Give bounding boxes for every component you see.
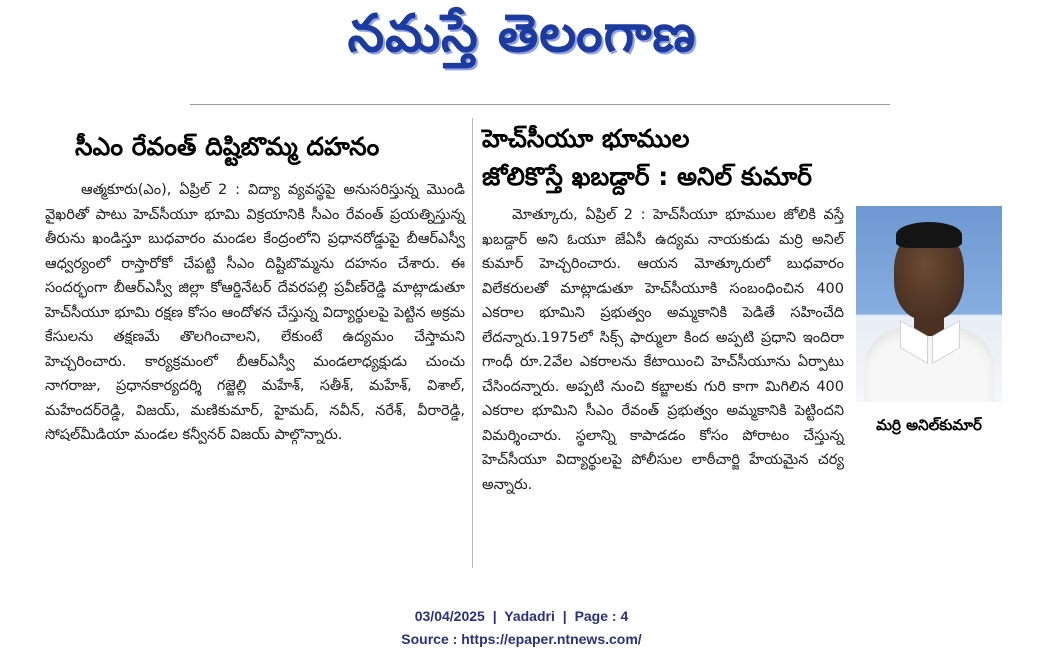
footer-separator: | bbox=[562, 608, 567, 624]
footer-page: Page : 4 bbox=[574, 608, 629, 624]
footer-source[interactable]: Source : https://epaper.ntnews.com/ bbox=[401, 631, 642, 647]
right-article-headline-line2: జోలికొస్తే ఖబడ్దార్ : అనిల్ కుమార్ bbox=[482, 162, 812, 191]
footer-date: 03/04/2025 bbox=[414, 608, 485, 624]
masthead-logo: నమస్తే తెలంగాణ bbox=[347, 3, 697, 64]
right-article-content bbox=[482, 203, 1002, 497]
footer-edition: Yadadri bbox=[504, 608, 555, 624]
right-article-body: మోత్కూరు, ఏప్రిల్ 2 : హెచ్‌సీయూ భూముల జోలికి వస్తే ఖబడ్దార్ అని ఓయూ జేఏసీ ఉద్యమ నాయకుడు మర్రి అనిల్ కుమార్ హెచ్చరించారు. ఆయన మోత్కూరులో బుధవారం విలేకరులతో మాట్లాడుతూ హెచ్‌సీయూకి సంబంధించిన 400 ఎకరాల భూమిని ప్రభుత్వం అమ్మకానికి పెడితే సహించేది లేదన్నారు.1975లో సిక్స్ ఫార్ములా కింద అప్పటి ప్రధాని ఇందిరా గాంధీ రూ.2వేల ఎకరాలను కేటాయించి హెచ్‌సీయూను ఏర్పాటు చేసిందన్నారు. అప్పటి నుంచి కబ్జాలకు గురి కాగా మిగిలిన 400 ఎకరాల భూమిని సీఎం రేవంత్ ప్రభుత్వం అమ్మకానికి పెట్టిందని విమర్శించారు. స్థలాన్ని కాపాడడం కోసం పోరాటం చేస్తున్న హెచ్‌సీయూ విద్యార్థులపై పోలీసుల లాఠీచార్జి హేయమైన చర్య అన్నారు. bbox=[482, 207, 844, 493]
left-article-headline: సీఎం రేవంత్ దిష్టిబొమ్మ దహనం bbox=[75, 132, 380, 161]
author-photo-caption: మర్రి అనిల్‌కుమార్ bbox=[876, 416, 982, 434]
left-article-body: ఆత్మకూరు(ఎం), ఏప్రిల్ 2 : విద్యా వ్యవస్థపై అనుసరిస్తున్న మొండి వైఖరితో పాటు హెచ్‌సీయూ భూమి విక్రయానికి సీఎం రేవంత్ ప్రయత్నిస్తున్న తీరును ఖండిస్తూ బుధవారం మండల కేంద్రంలోని ప్రధానరోడ్డుపై బీఆర్ఎస్వీ ఆధ్వర్యంలో రాస్తారోకో చేపట్టి సీఎం దిష్టిబొమ్మను దహనం చేశారు. ఈ సందర్భంగా బీఆర్ఎస్వీ జిల్లా కోఆర్డినేటర్ దేవరపల్లి ప్రవీణ్‌రెడ్డి మాట్లాడుతూ హెచ్‌సీయూ భూమి రక్షణ కోసం ఆందోళన చేస్తున్న విద్యార్థులపై పెట్టిన అక్రమ కేసులను తక్షణమే తొలగించాలని, లేకుంటే ఉద్యమం చేస్తామని హెచ్చరించారు. కార్యక్రమంలో బీఆర్ఎస్వీ మండలాధ్యక్షుడు చుంచు నాగరాజు, ప్రధానకార్యదర్శి గజ్జెల్లి మహేశ్, సతీశ్, మహేశ్, విశాల్, మహేందర్‌రెడ్డి, విజయ్, మణికుమార్, హైమద్, నవీన్, నరేశ్, వీరారెడ్డి, సోషల్‌మీడియా మండల కన్వీనర్ విజయ్ పాల్గొన్నారు. bbox=[45, 182, 465, 443]
column-divider bbox=[472, 118, 473, 568]
right-article-headline-line1: హెచ్‌సీయూ భూముల bbox=[482, 124, 690, 153]
masthead-divider bbox=[190, 104, 890, 105]
footer-separator: | bbox=[492, 608, 497, 624]
right-article bbox=[482, 120, 1002, 493]
left-article bbox=[45, 120, 465, 443]
footer-edition-line bbox=[0, 608, 1043, 624]
author-photo-box bbox=[856, 206, 1002, 444]
author-photo bbox=[856, 206, 1002, 402]
